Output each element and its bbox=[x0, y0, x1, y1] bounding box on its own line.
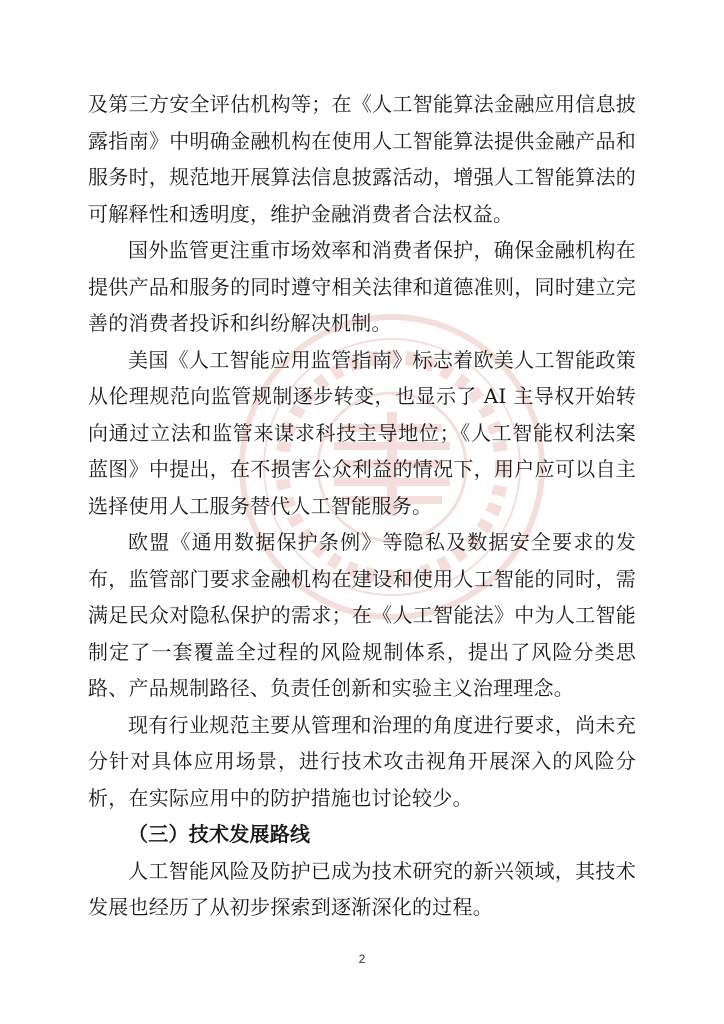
paragraph-3: 美国《人工智能应用监管指南》标志着欧美人工智能政策从伦理规范向监管规制逐步转变，也显示了 AI 主导权开始转向通过立法和监管来谋求科技主导地位；《人工智能权利法案蓝图》中提出，在不损害公众利益的情况下，用户应可以自主选择使用人工服务替代人工智能服务。 bbox=[88, 347, 636, 518]
document-body bbox=[88, 86, 636, 926]
section-heading: （三）技术发展路线 bbox=[128, 822, 311, 846]
page-number: 2 bbox=[358, 952, 366, 966]
paragraph-5: 现有行业规范主要从管理和治理的角度进行要求，尚未充分针对具体应用场景，进行技术攻击视角开展深入的风险分析，在实际应用中的防护措施也讨论较少。 bbox=[88, 712, 636, 810]
paragraph-2: 国外监管更注重市场效率和消费者保护，确保金融机构在提供产品和服务的同时遵守相关法律和道德准则，同时建立完善的消费者投诉和纠纷解决机制。 bbox=[88, 238, 636, 335]
paragraph-6: 人工智能风险及防护已成为技术研究的新兴领域，其技术发展也经历了从初步探索到逐渐深化的过程。 bbox=[88, 858, 636, 919]
paragraph-1: 及第三方安全评估机构等；在《人工智能算法金融应用信息披露指南》中明确金融机构在使用人工智能算法提供金融产品和服务时，规范地开展算法信息披露活动，增强人工智能算法的可解释性和透明度，维护金融消费者合法权益。 bbox=[88, 92, 636, 226]
paragraph-4: 欧盟《通用数据保护条例》等隐私及数据安全要求的发布，监管部门要求金融机构在建设和使用人工智能的同时，需满足民众对隐私保护的需求；在《人工智能法》中为人工智能制定了一套覆盖全过程的风险规制体系，提出了风险分类思路、产品规制路径、负责任创新和实验主义治理理念。 bbox=[88, 530, 636, 700]
